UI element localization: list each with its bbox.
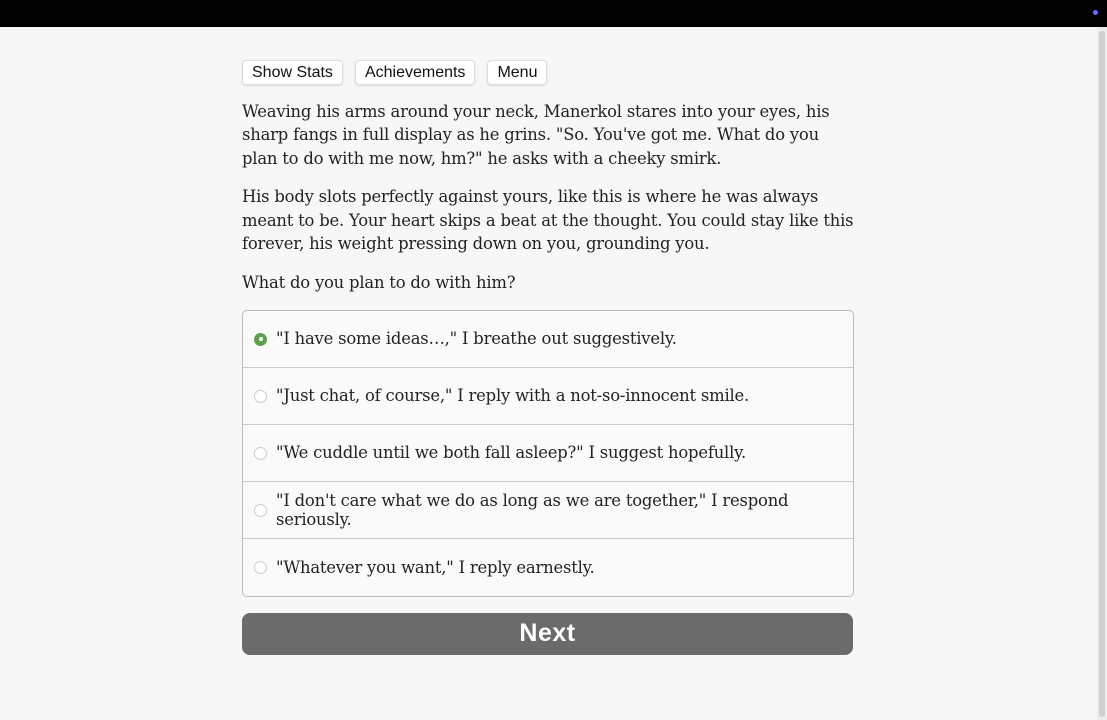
radio-button-icon[interactable] [254,504,267,517]
choice-option[interactable] [243,482,853,539]
radio-button-icon[interactable] [254,390,267,403]
game-container [242,60,854,655]
achievements-button[interactable]: Achievements [355,60,476,85]
choice-label[interactable]: "I have some ideas…," I breathe out suggestively. [276,329,677,349]
choice-label[interactable]: "Just chat, of course," I reply with a not-so-innocent smile. [276,386,750,406]
menu-button[interactable]: Menu [487,60,547,85]
scrollbar-thumb[interactable] [1099,31,1105,717]
choice-label[interactable]: "I don't care what we do as long as we are together," I respond seriously. [276,490,789,529]
status-dot-icon [1093,10,1098,15]
story-paragraph: Weaving his arms around your neck, Manerkol stares into your eyes, his sharp fangs in full display as he grins. "So. You've got me. What do you plan to do with me now, hm?" he asks with a cheeky smirk. [242,102,830,168]
choice-option[interactable] [243,539,853,596]
toolbar [242,60,854,85]
choice-prompt: What do you plan to do with him? [242,272,516,292]
choice-list [242,310,854,597]
radio-button-icon[interactable] [254,333,267,346]
browser-top-bar [0,0,1107,27]
story-text [242,100,854,294]
next-button[interactable]: Next [242,613,853,655]
choice-option[interactable] [243,311,853,368]
choice-option[interactable] [243,425,853,482]
radio-button-icon[interactable] [254,561,267,574]
radio-button-icon[interactable] [254,447,267,460]
choice-label[interactable]: "Whatever you want," I reply earnestly. [276,557,595,577]
page-scrollbar[interactable] [1097,27,1107,720]
choice-option[interactable] [243,368,853,425]
choice-label[interactable]: "We cuddle until we both fall asleep?" I suggest hopefully. [276,443,747,463]
story-paragraph: His body slots perfectly against yours, like this is where he was always meant to be. Your heart skips a beat at the thought. You could stay like this forever, his weight pressing down on you, grounding you. [242,187,854,253]
show-stats-button[interactable]: Show Stats [242,60,343,85]
